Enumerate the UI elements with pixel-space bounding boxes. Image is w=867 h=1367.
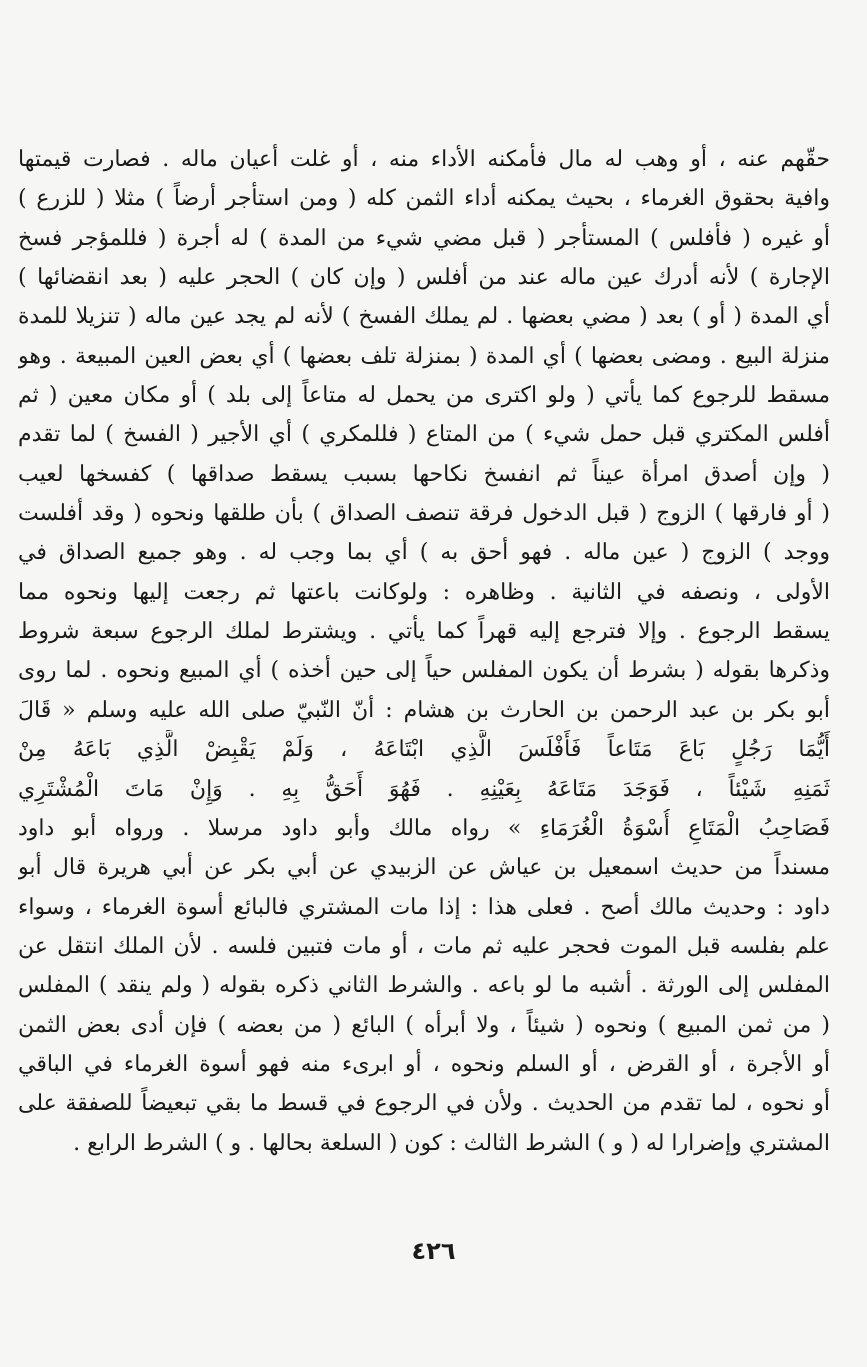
page-number: ٤٢٦: [411, 1237, 456, 1265]
text-line: أو غيره ( فأفلس ) المستأجر ( قبل مضي شيء من المدة ) له أجرة ( فللمؤجر فسخ: [18, 225, 830, 251]
hadith-line: فَصَاحِبُ الْمَتَاعِ أُسْوَةُ الْغُرَمَاءِ » رواه مالك وأبو داود مرسلا . ورواه أبو داود: [18, 815, 830, 841]
text-line: ووجد ) الزوج ( عين ماله . فهو أحق به ) أي بما وجب له . وهو جميع الصداق في: [18, 540, 830, 566]
text-line: منزلة البيع . ومضى بعضها ) أي المدة ( بمنزلة تلف بعضها ) أي بعض العين المبيعة . وهو: [18, 343, 830, 369]
text-line: داود : وحديث مالك أصح . فعلى هذا : إذا مات المشتري فالبائع أسوة الغرماء ، وسواء: [18, 894, 830, 920]
text-line: وافية بحقوق الغرماء ، بحيث يمكنه أداء الثمن كله ( ومن استأجر أرضاً ) مثلا ( للزرع ): [18, 186, 830, 212]
text-line: ( أو فارقها ) الزوج ( قبل الدخول فرقة تنصف الصداق ) بأن طلقها ونحوه ( وقد أفلست: [18, 501, 830, 527]
hadith-line: ثَمَنِهِ شَيْئاً ، فَوَجَدَ مَتَاعَهُ بِعَيْنِهِ . فَهُوَ أَحَقُّ بِهِ . وَإِنْ مَاتَ الْمُشْتَرِي: [18, 776, 830, 802]
text-line: ( من ثمن المبيع ) ونحوه ( شيئاً ، ولا أبرأه ) البائع ( من بعضه ) فإن أدى بعض الثمن: [18, 1012, 830, 1038]
text-line: أو نحوه ، لما تقدم من الحديث . ولأن في الرجوع في قسط ما بقي تبعيضاً للصفقة على: [18, 1091, 830, 1117]
text-line: أو الأجرة ، أو القرض ، أو السلم ونحوه ، أو ابرىء منه فهو أسوة الغرماء في الباقي: [18, 1051, 830, 1077]
text-line: الأولى ، ونصفه في الثانية . وظاهره : ولوكانت باعتها ثم رجعت إليها ونحوه مما: [18, 579, 830, 605]
text-line: ( وإن أصدق امرأة عيناً ثم انفسخ نكاحها بسبب يسقط صداقها ) كفسخها لعيب: [18, 461, 830, 487]
text-line: أفلس المكتري قبل حمل شيء ) من المتاع ( فللمكري ) أي الأجير ( الفسخ ) لما تقدم: [18, 422, 830, 448]
text-line: المشتري وإضرارا له ( و ) الشرط الثالث : كون ( السلعة بحالها . و ) الشرط الرابع .: [73, 1130, 830, 1156]
text-line: وذكرها بقوله ( بشرط أن يكون المفلس حياً إلى حين أخذه ) أي المبيع ونحوه . لما روى: [18, 658, 830, 684]
hadith-line: أَيُّمَا رَجُلٍ بَاعَ مَتَاعاً فَأَفْلَسَ الَّذِي ابْتَاعَهُ ، وَلَمْ يَقْبِضْ الَّذِي بَاعَهُ مِنْ: [18, 737, 830, 763]
body-text: [18, 140, 830, 1163]
text-line: علم بفلسه قبل الموت فحجر عليه ثم مات ، أو مات فتبين فلسه . لأن الملك انتقل عن: [18, 933, 830, 959]
text-line: أي المدة ( أو ) بعد ( مضي بعضها . لم يملك الفسخ ) لأنه لم يجد عين ماله ( تنزيلا للمدة: [18, 304, 830, 330]
text-line: مسنداً من حديث اسمعيل بن عياش عن الزبيدي عن أبي بكر عن أبي هريرة قال أبو: [18, 855, 830, 881]
text-line: الإجارة ) لأنه أدرك عين ماله عند من أفلس ( وإن كان ) الحجر عليه ( بعد انقضائها ): [18, 265, 830, 291]
text-line: يسقط الرجوع . وإلا فترجع إليه قهراً كما يأتي . ويشترط لملك الرجوع سبعة شروط: [18, 619, 830, 645]
text-line: المفلس إلى الورثة . أشبه ما لو باعه . والشرط الثاني ذكره بقوله ( ولم ينقد ) المفلس: [18, 973, 830, 999]
text-line: حقّهم عنه ، أو وهب له مال فأمكنه الأداء منه ، أو غلت أعيان ماله . فصارت قيمتها: [18, 147, 830, 172]
hadith-line: أبو بكر بن عبد الرحمن بن الحارث بن هشام : أنّ النّبيّ صلى الله عليه وسلم « قَالَ: [18, 697, 830, 723]
text-line: مسقط للرجوع كما يأتي ( ولو اكترى من يحمل له متاعاً إلى بلد ) أو مكان معين ( ثم: [18, 383, 830, 409]
